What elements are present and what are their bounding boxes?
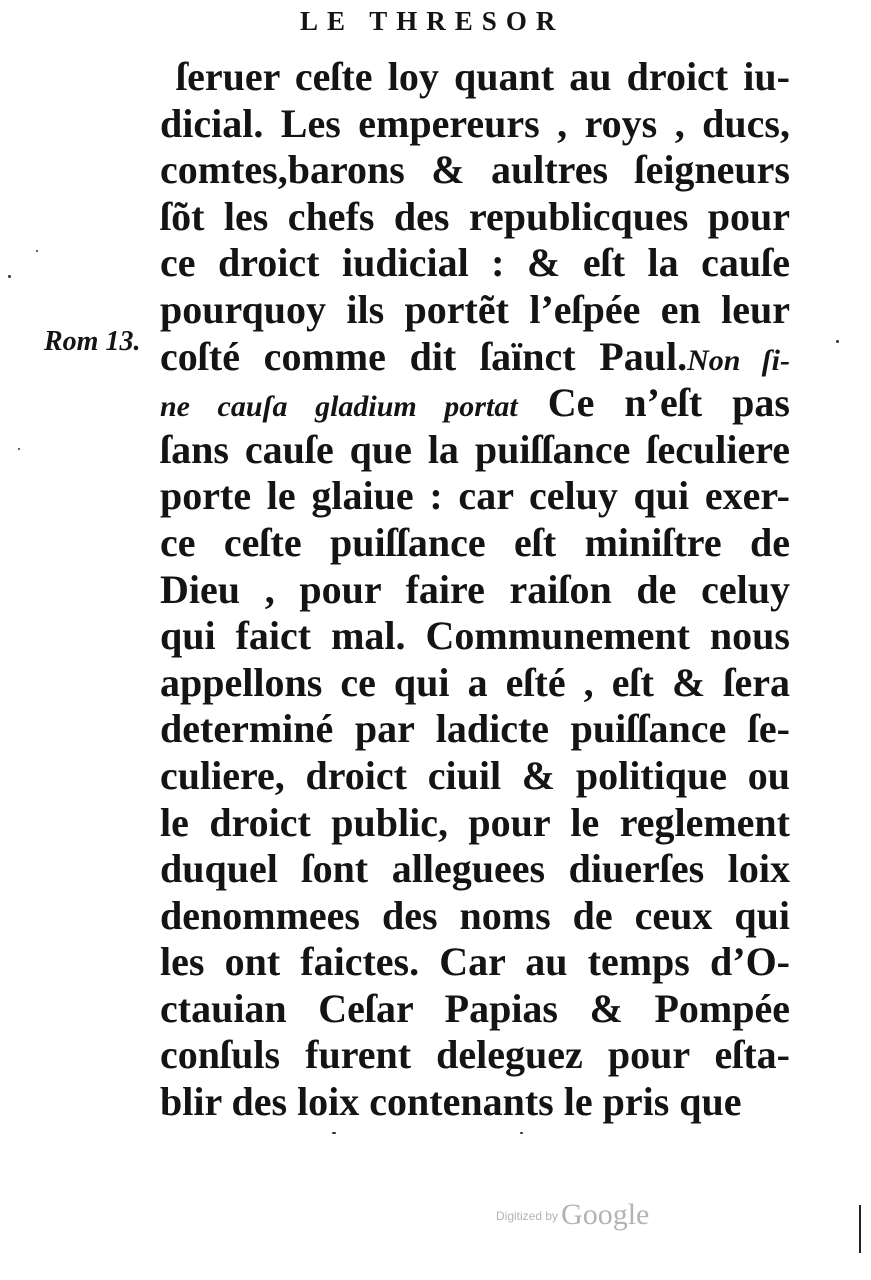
text-line: denommees des noms de ceux qui — [160, 892, 790, 938]
latin-quote: ne cauſa gladium portat — [160, 390, 518, 424]
watermark-prefix: Digitized by — [496, 1209, 559, 1223]
text-line: comtes,barons & aultres ſeigneurs — [160, 147, 790, 193]
text-line: ce droict iudicial : & eſt la cauſe — [160, 240, 790, 286]
text-line: determiné par ladicte puiſſance ſe- — [160, 706, 790, 752]
text-line: pourquoy ils portẽt l’eſpée en leur — [160, 286, 790, 332]
text-line: ſans cauſe que la puiſſance ſeculiere — [160, 426, 790, 472]
text-line — [160, 380, 790, 427]
scan-speck — [8, 275, 11, 278]
body-text — [160, 54, 790, 1126]
text-line-roman: coſté comme dit ſaïnct Paul. — [160, 333, 688, 379]
text-line: ſõt les chefs des republicques pour — [160, 193, 790, 239]
scan-speck — [36, 250, 38, 252]
scan-speck — [332, 1132, 336, 1134]
text-line: le droict public, pour le reglement — [160, 799, 790, 845]
text-line: dicial. Les empereurs , roys , ducs, — [160, 100, 790, 146]
latin-quote: Non ſi- — [687, 343, 791, 377]
scan-speck — [836, 340, 839, 343]
text-line: ctauian Ceſar Papias & Pompée — [160, 985, 790, 1031]
text-line: appellons ce qui a eſté , eſt & ſera — [160, 659, 790, 705]
scan-speck — [520, 1132, 523, 1134]
text-line-roman: Ce n’eſt pas — [547, 380, 790, 426]
running-head: LE THRESOR — [300, 6, 565, 36]
margin-note: Rom 13. — [44, 326, 141, 357]
text-line: ce ceſte puiſſance eſt miniſtre de — [160, 519, 790, 565]
digitized-watermark — [496, 1198, 649, 1232]
text-line: blir des loix contenants le pris que — [160, 1079, 742, 1125]
scan-speck — [18, 448, 20, 450]
google-logo: Google — [561, 1198, 650, 1231]
page-edge-mark — [859, 1205, 861, 1253]
text-line: ſeruer ceſte loy quant au droict iu- — [176, 54, 790, 99]
text-line: duquel ſont alleguees diuerſes loix — [160, 846, 790, 892]
text-line — [160, 334, 790, 381]
text-line: les ont faictes. Car au temps d’O- — [160, 939, 790, 985]
text-line: Dieu , pour faire raiſon de celuy — [160, 566, 790, 612]
text-line: culiere, droict ciuil & politique ou — [160, 752, 790, 798]
text-line: porte le glaiue : car celuy qui exer- — [160, 473, 790, 519]
text-line: qui faict mal. Communement nous — [160, 613, 790, 659]
text-line: conſuls furent deleguez pour eſta- — [160, 1032, 790, 1078]
